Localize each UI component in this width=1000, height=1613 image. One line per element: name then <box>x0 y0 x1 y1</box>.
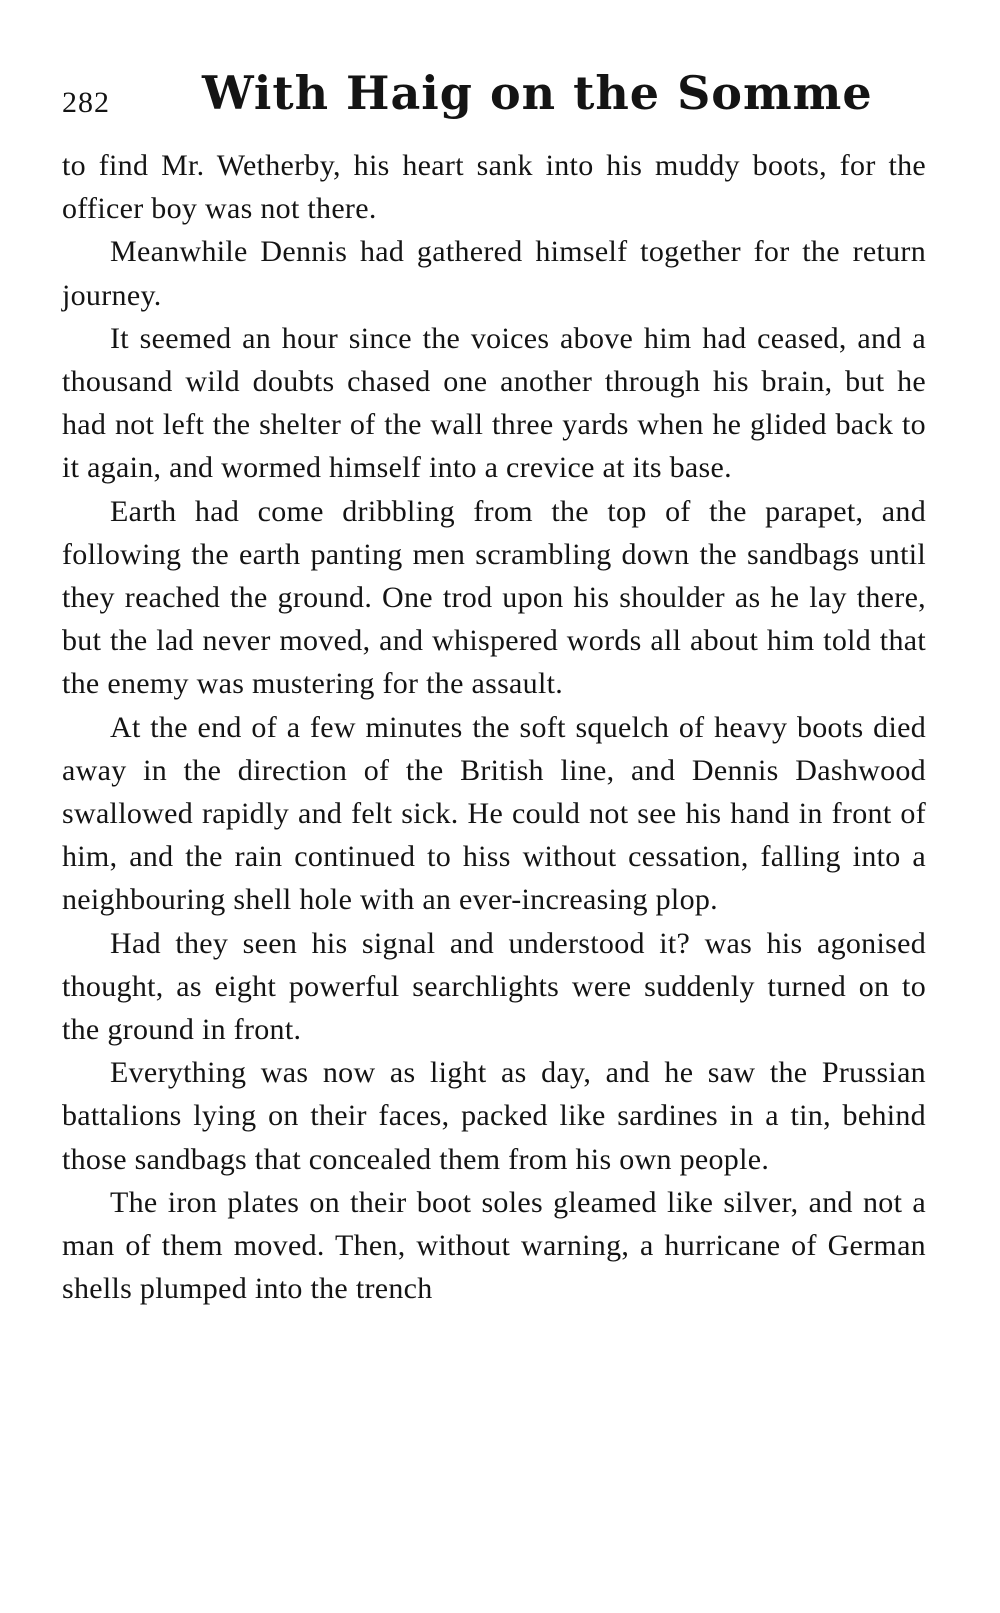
page-number: 282 <box>62 86 110 119</box>
paragraph-3: It seemed an hour since the voices above him had ceased, and a thousand wild doubts chased one another through his brain, but he had not left the shelter of the wall three yards when he glided back to it again, and wormed himself into a crevice at its base. <box>62 321 926 485</box>
running-head <box>62 66 926 130</box>
paragraph-1: to find Mr. Wetherby, his heart sank into his muddy boots, for the officer boy was not there. <box>62 149 926 226</box>
paragraph-2: Meanwhile Dennis had gathered himself together for the return journey. <box>62 235 926 312</box>
book-page <box>62 66 926 1310</box>
book-title: With Haig on the Somme <box>202 66 873 120</box>
paragraph-4: Earth had come dribbling from the top of the parapet, and following the earth panting men scrambling down the sandbags until they reached the ground. One trod upon his shoulder as he lay there, but the lad never moved, and whispered words all about him told that the enemy was mustering for the assault. <box>62 494 926 701</box>
body-text <box>62 144 926 1310</box>
paragraph-7: Everything was now as light as day, and he saw the Prussian battalions lying on their faces, packed like sardines in a tin, behind those sandbags that concealed them from his own people. <box>62 1056 926 1176</box>
paragraph-8: The iron plates on their boot soles gleamed like silver, and not a man of them moved. Then, without warning, a hurricane of German shells plumped into the trench <box>62 1185 926 1306</box>
paragraph-6: Had they seen his signal and understood it? was his agonised thought, as eight powerful searchlights were suddenly turned on to the ground in front. <box>62 926 926 1047</box>
paragraph-5: At the end of a few minutes the soft squelch of heavy boots died away in the direction of the British line, and Dennis Dashwood swallowed rapidly and felt sick. He could not see his hand in front of him, and the rain continued to hiss without cessation, falling into a neighbouring shell hole with an ever-increasing plop. <box>62 710 926 917</box>
